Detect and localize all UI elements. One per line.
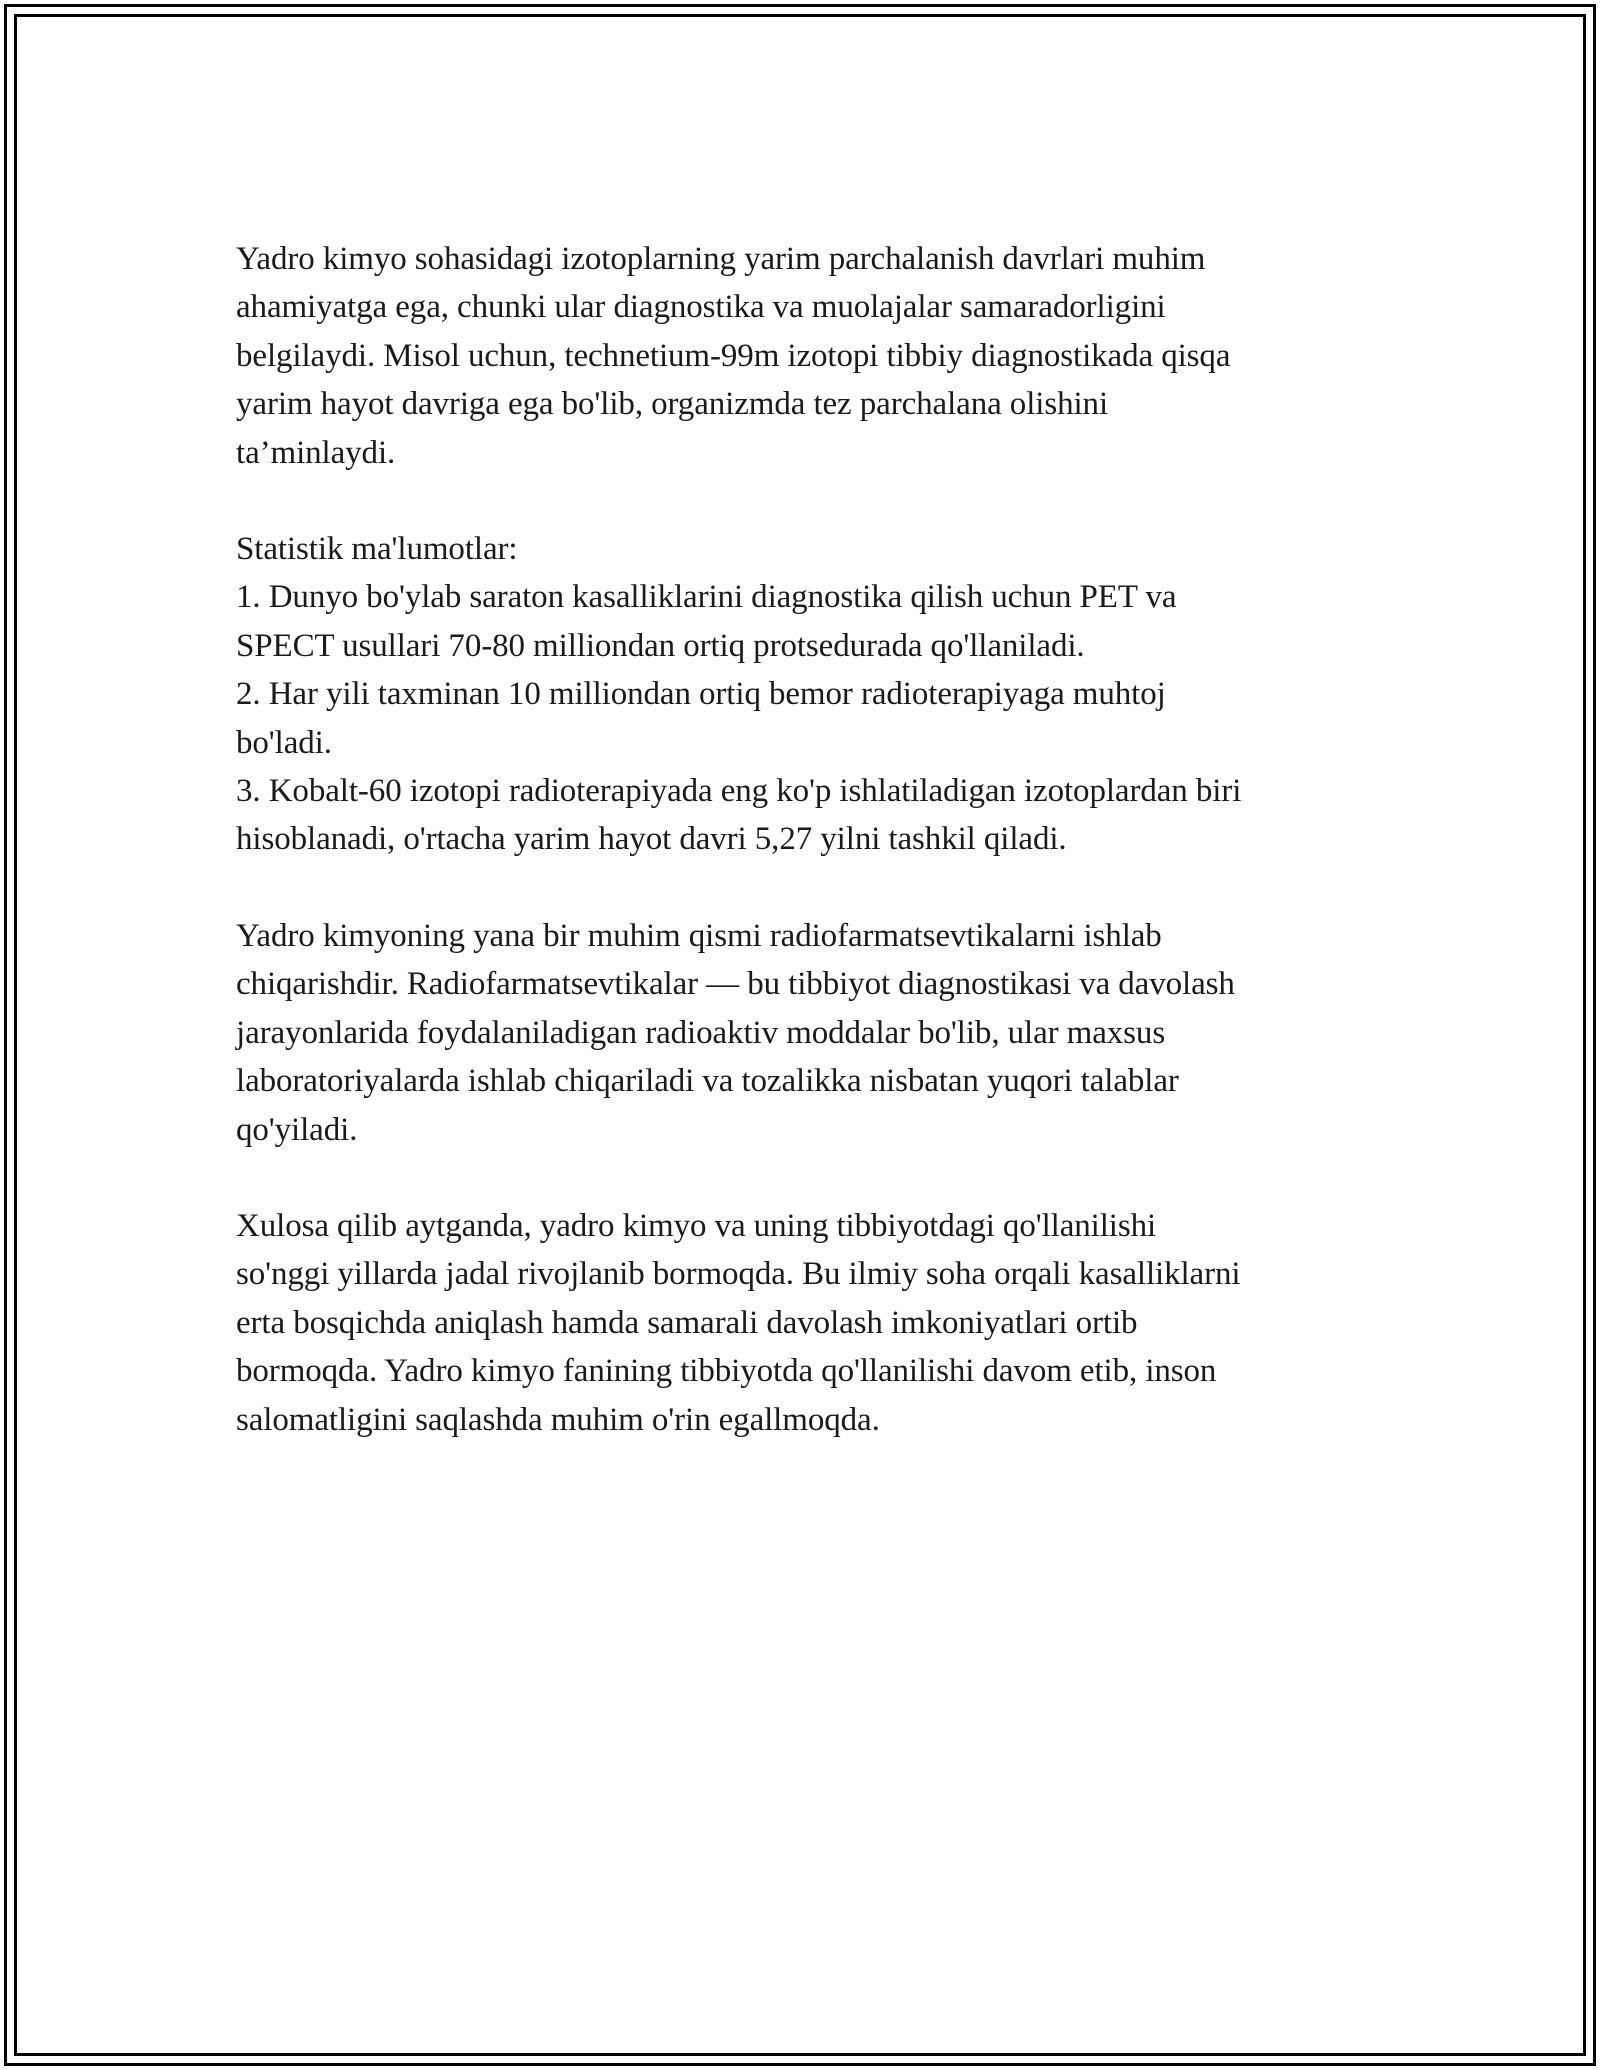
text-line: erta bosqichda aniqlash hamda samarali davolash imkoniyatlari ortib (236, 1304, 1138, 1341)
text-line: bormoqda. Yadro kimyo fanining tibbiyotda qo'llanilishi davom etib, inson (236, 1353, 1217, 1390)
paragraph-intro (236, 235, 1366, 477)
text-line: belgilaydi. Misol uchun, technetium-99m izotopi tibbiy diagnostikada qisqa (236, 337, 1231, 374)
document-body (236, 235, 1366, 1492)
text-line: Yadro kimyoning yana bir muhim qismi radiofarmatsevtikalarni ishlab (236, 917, 1162, 954)
statistics-item-3 (236, 767, 1366, 864)
text-line: 1. Dunyo bo'ylab saraton kasalliklarini diagnostika qilish uchun PET va (236, 579, 1177, 616)
text-line: SPECT usullari 70-80 milliondan ortiq protsedurada qo'llaniladi. (236, 627, 1085, 664)
statistics-section (236, 525, 1366, 864)
paragraph-conclusion (236, 1202, 1366, 1444)
text-line: bo'ladi. (236, 724, 332, 761)
text-line: ahamiyatga ega, chunki ular diagnostika va muolajalar samaradorligini (236, 289, 1166, 326)
text-line: jarayonlarida foydalaniladigan radioaktiv moddalar bo'lib, ular maxsus (236, 1014, 1166, 1051)
text-line: chiqarishdir. Radiofarmatsevtikalar — bu tibbiyot diagnostikasi va davolash (236, 966, 1235, 1003)
statistics-item-2 (236, 670, 1366, 767)
text-line: laboratoriyalarda ishlab chiqariladi va tozalikka nisbatan yuqori talablar (236, 1063, 1179, 1100)
statistics-heading: Statistik ma'lumotlar: (236, 531, 518, 568)
text-line: so'nggi yillarda jadal rivojlanib bormoqda. Bu ilmiy soha orqali kasalliklarni (236, 1256, 1241, 1293)
text-line: hisoblanadi, o'rtacha yarim hayot davri 5,27 yilni tashkil qiladi. (236, 821, 1067, 858)
statistics-item-1 (236, 573, 1366, 670)
paragraph-radiopharmaceuticals (236, 912, 1366, 1154)
text-line: ta’minlaydi. (236, 434, 396, 471)
text-line: 2. Har yili taxminan 10 milliondan ortiq bemor radioterapiyaga muhtoj (236, 676, 1166, 713)
text-line: yarim hayot davriga ega bo'lib, organizmda tez parchalana olishini (236, 386, 1109, 423)
text-line: Yadro kimyo sohasidagi izotoplarning yarim parchalanish davrlari muhim (236, 241, 1206, 277)
text-line: Xulosa qilib aytganda, yadro kimyo va uning tibbiyotdagi qo'llanilishi (236, 1207, 1157, 1244)
text-line: qo'yiladi. (236, 1111, 358, 1148)
text-line: 3. Kobalt-60 izotopi radioterapiyada eng ko'p ishlatiladigan izotoplardan biri (236, 773, 1242, 810)
text-line: salomatligini saqlashda muhim o'rin egallmoqda. (236, 1401, 880, 1438)
